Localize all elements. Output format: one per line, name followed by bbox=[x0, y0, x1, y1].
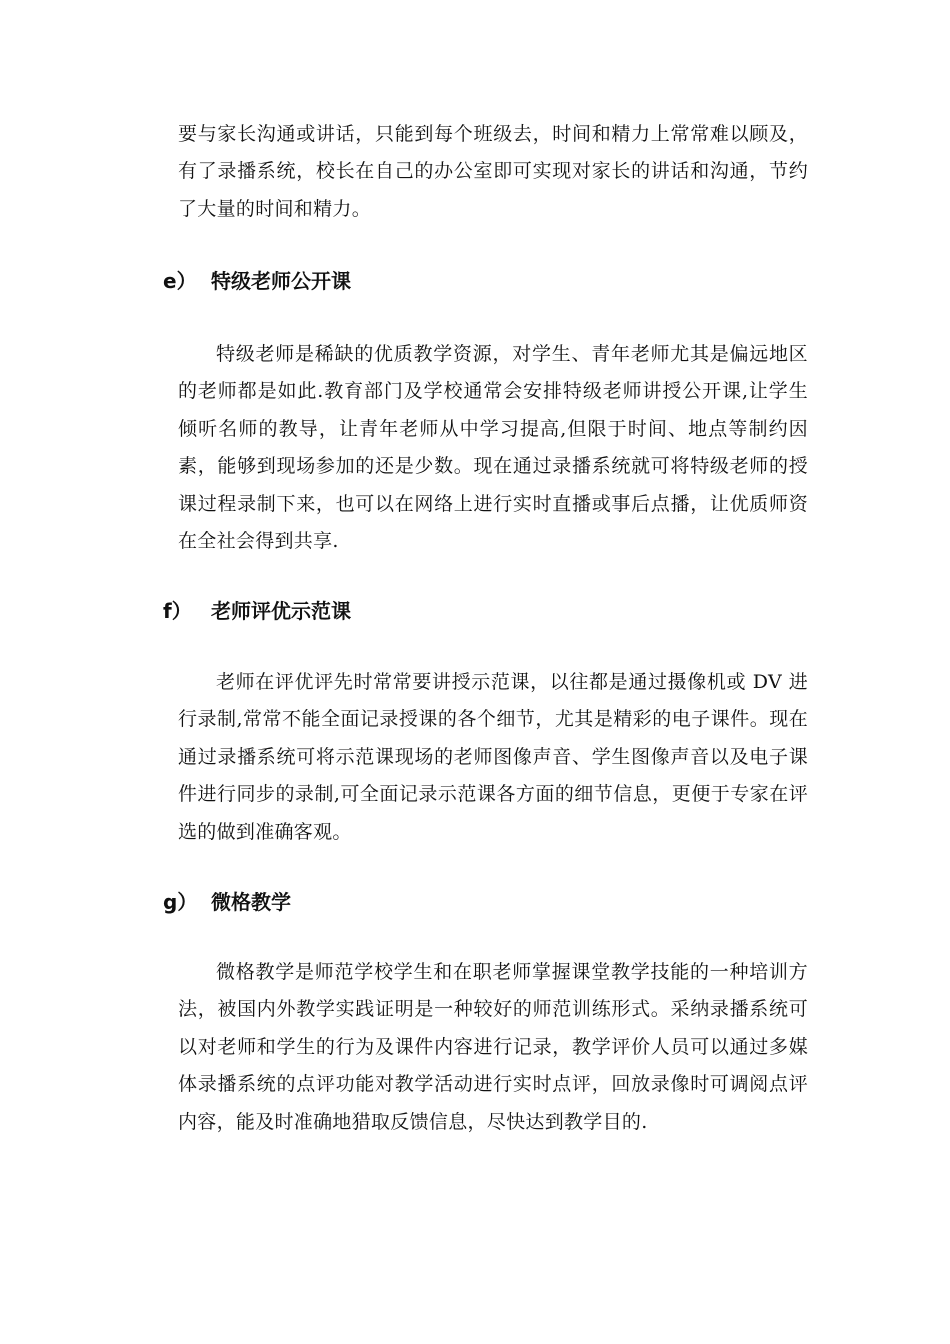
section-f-marker: f） bbox=[163, 599, 192, 623]
section-f-title: 老师评优示范课 bbox=[211, 599, 351, 623]
section-f-heading bbox=[163, 596, 351, 626]
section-f-paragraph: 老师在评优评先时常常要讲授示范课，以往都是通过摄像机或 DV 进行录制,常常不能全面记录授课的各个细节，尤其是精彩的电子课件。现在通过录播系统可将示范课现场的老师图像声音、学生图像声音以及电子课件进行同步的录制,可全面记录示范课各方面的细节信息，更便于专家在评选的做到准确客观。 bbox=[178, 671, 808, 843]
section-g-title: 微格教学 bbox=[211, 890, 291, 914]
section-g-marker: g） bbox=[163, 890, 198, 914]
section-e-title: 特级老师公开课 bbox=[211, 269, 351, 293]
section-g-heading bbox=[163, 887, 291, 917]
intro-paragraph: 要与家长沟通或讲话，只能到每个班级去，时间和精力上常常难以顾及，有了录播系统，校长在自己的办公室即可实现对家长的讲话和沟通，节约了大量的时间和精力。 bbox=[178, 123, 808, 220]
section-g-paragraph: 微格教学是师范学校学生和在职老师掌握课堂教学技能的一种培训方法，被国内外教学实践证明是一种较好的师范训练形式。采纳录播系统可以对老师和学生的行为及课件内容进行记录，教学评价人员可以通过多媒体录播系统的点评功能对教学活动进行实时点评，回放录像时可调阅点评内容，能及时准确地猎取反馈信息，尽快达到教学目的. bbox=[178, 961, 808, 1133]
section-e-marker: e） bbox=[163, 269, 197, 293]
section-e-paragraph: 特级老师是稀缺的优质教学资源，对学生、青年老师尤其是偏远地区的老师都是如此.教育部门及学校通常会安排特级老师讲授公开课,让学生倾听名师的教导，让青年老师从中学习提高,但限于时间、地点等制约因素，能够到现场参加的还是少数。现在通过录播系统就可将特级老师的授课过程录制下来，也可以在网络上进行实时直播或事后点播，让优质师资在全社会得到共享. bbox=[178, 343, 808, 553]
section-e-heading bbox=[163, 266, 351, 296]
